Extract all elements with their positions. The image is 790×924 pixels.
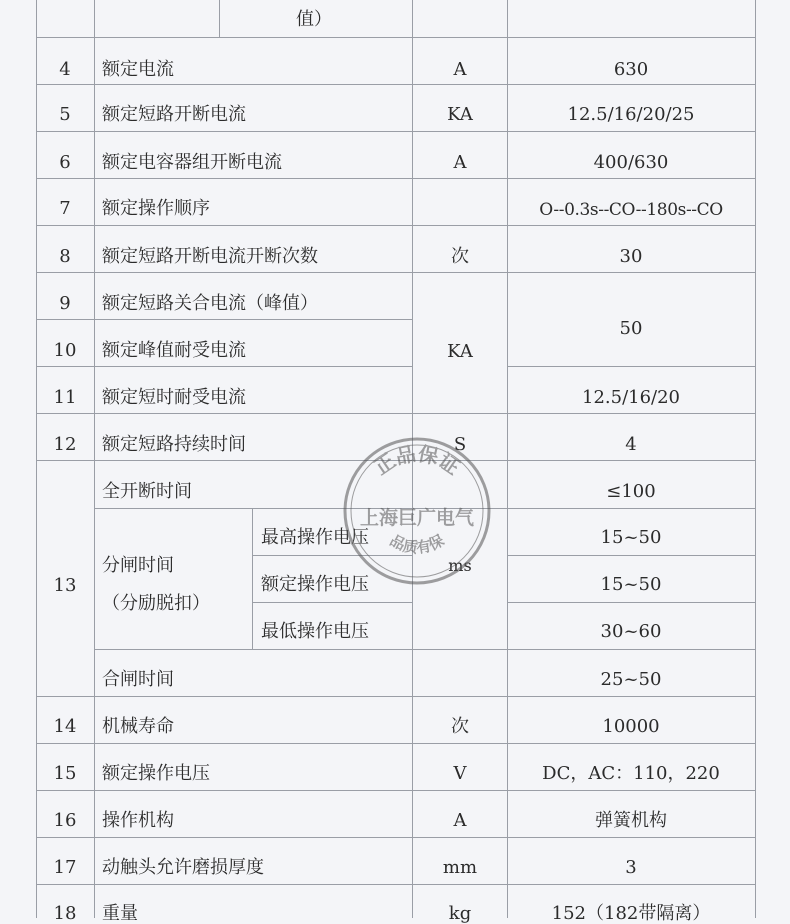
param-unit: A — [453, 810, 467, 831]
param-value: 15~50 — [600, 574, 662, 595]
row-number: 18 — [53, 903, 77, 924]
sub-param-name: 最高操作电压 — [261, 527, 369, 548]
param-value: ≤100 — [606, 481, 656, 502]
param-name: 额定短路持续时间 — [102, 434, 246, 455]
param-unit: KA — [447, 104, 473, 125]
grid-line — [36, 84, 756, 85]
grid-line — [36, 413, 756, 414]
grid-line — [36, 319, 413, 320]
param-name: 额定操作电压 — [102, 763, 210, 784]
param-name: 额定电流 — [102, 59, 174, 80]
param-name: 额定短路关合电流（峰值） — [102, 293, 318, 314]
grid-line — [36, 272, 756, 273]
stamp-bottom-text: 品质有保 — [386, 531, 448, 558]
row-number: 5 — [59, 104, 71, 125]
row-number: 14 — [53, 716, 77, 737]
grid-line — [219, 0, 220, 38]
row-number: 9 — [59, 293, 71, 314]
stamp-top-text: 正品保证 — [369, 441, 465, 480]
row-number: 16 — [53, 810, 77, 831]
row-number: 15 — [53, 763, 77, 784]
grid-line — [36, 696, 756, 697]
grid-line — [36, 178, 756, 179]
row-number: 4 — [59, 59, 71, 80]
grid-line — [252, 508, 253, 649]
grid-line — [94, 649, 756, 650]
param-unit: S — [453, 434, 467, 455]
grid-line — [507, 555, 756, 556]
grid-line — [36, 131, 756, 132]
grid-line — [36, 0, 37, 918]
grid-line — [252, 602, 413, 603]
param-name: 额定短时耐受电流 — [102, 387, 246, 408]
row-number: 8 — [59, 246, 71, 267]
grid-line — [36, 743, 756, 744]
sub-param-name: 额定操作电压 — [261, 574, 369, 595]
param-unit: A — [453, 152, 467, 173]
row-number: 17 — [53, 857, 77, 878]
param-name: 额定短路开断电流 — [102, 104, 246, 125]
param-unit: 次 — [451, 716, 469, 737]
param-name: 操作机构 — [102, 810, 174, 831]
grid-line — [507, 602, 756, 603]
param-name: 额定峰值耐受电流 — [102, 340, 246, 361]
param-name: 动触头允许磨损厚度 — [102, 857, 264, 878]
param-value: 12.5/16/20/25 — [567, 104, 695, 125]
row-number: 11 — [53, 387, 77, 408]
grid-line — [507, 0, 508, 918]
param-value: 400/630 — [593, 152, 669, 173]
param-value: O--0.3s--CO--180s--CO — [539, 200, 723, 220]
param-unit: KA — [447, 341, 473, 362]
param-name: 重量 — [102, 903, 138, 924]
param-unit: kg — [448, 903, 472, 924]
param-value: 30 — [619, 246, 643, 267]
param-value: 10000 — [602, 716, 660, 737]
row-number: 7 — [59, 198, 71, 219]
param-name: 分闸时间 — [102, 555, 174, 576]
param-unit: ms — [448, 556, 472, 575]
grid-line — [36, 37, 756, 38]
param-unit: 次 — [451, 246, 469, 267]
param-unit: mm — [442, 857, 478, 878]
param-unit: A — [453, 59, 467, 80]
param-name: 额定短路开断电流开断次数 — [102, 246, 318, 267]
param-value: 15~50 — [600, 527, 662, 548]
param-value: 4 — [625, 434, 637, 455]
grid-line — [36, 225, 756, 226]
stamp-middle-text: 上海巨广电气 — [359, 507, 475, 529]
grid-line — [94, 508, 756, 509]
row-number: 6 — [59, 152, 71, 173]
grid-line — [36, 460, 756, 461]
param-value: DC，AC：110，220 — [542, 763, 720, 784]
grid-line — [507, 366, 756, 367]
grid-line — [94, 0, 95, 918]
param-value: 25~50 — [600, 669, 662, 690]
param-name-note: （分励脱扣） — [102, 593, 210, 614]
param-value: 12.5/16/20 — [581, 387, 681, 408]
param-unit: V — [453, 763, 467, 784]
grid-line — [36, 366, 413, 367]
row-number: 12 — [53, 434, 77, 455]
row-number: 10 — [53, 340, 77, 361]
table-cell-fragment: 值） — [296, 9, 332, 30]
grid-line — [252, 555, 413, 556]
param-value: 30~60 — [600, 621, 662, 642]
grid-line — [36, 884, 756, 885]
param-value: 弹簧机构 — [595, 810, 667, 831]
grid-line — [36, 790, 756, 791]
param-value: 3 — [625, 857, 637, 878]
row-number: 13 — [53, 575, 77, 596]
grid-line — [36, 837, 756, 838]
sub-param-name: 最低操作电压 — [261, 621, 369, 642]
param-name: 额定操作顺序 — [102, 198, 210, 219]
param-value: 630 — [613, 59, 649, 80]
param-name: 额定电容器组开断电流 — [102, 152, 282, 173]
param-value: 152（182带隔离） — [551, 903, 711, 924]
param-name: 合闸时间 — [102, 669, 174, 690]
grid-line — [755, 0, 756, 918]
param-name: 机械寿命 — [102, 716, 174, 737]
param-name: 全开断时间 — [102, 481, 192, 502]
param-value: 50 — [619, 318, 643, 339]
grid-line — [412, 0, 413, 918]
